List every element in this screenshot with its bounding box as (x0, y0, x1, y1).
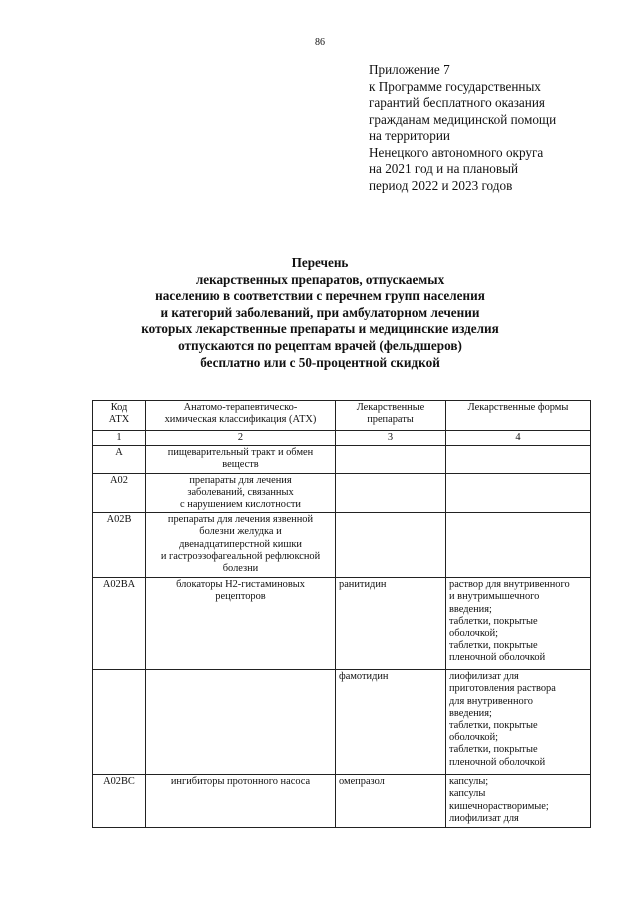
page-number: 86 (315, 37, 325, 48)
classification-line: болезни (222, 563, 259, 575)
form-line: лиофилизат для (449, 812, 519, 824)
form-line: оболочкой; (449, 628, 499, 640)
cell-code (93, 670, 146, 775)
title-line: Перечень (291, 255, 349, 270)
cell-code: A02BC (93, 775, 146, 828)
appendix-line: к Программе государственных (369, 78, 541, 94)
table-row (93, 578, 591, 670)
column-number: 4 (446, 431, 591, 446)
header-drugs (336, 401, 446, 431)
drug-table (92, 400, 591, 828)
classification-line: рецепторов (215, 591, 266, 603)
classification-line: и гастроэзофагеальной рефлюксной (160, 550, 321, 562)
table-row (93, 473, 591, 513)
cell-forms (446, 670, 591, 775)
cell-drug: фамотидин (336, 670, 446, 775)
cell-drug: омепразол (336, 775, 446, 828)
form-line: оболочкой; (449, 732, 499, 744)
cell-forms (446, 473, 591, 513)
table-row (93, 775, 591, 828)
cell-classification (146, 775, 336, 828)
form-line: введения; (449, 603, 492, 615)
form-line: и внутримышечного (449, 591, 540, 603)
classification-line: блокаторы H2-гистаминовых (176, 579, 305, 591)
form-line: таблетки, покрытые (449, 640, 538, 652)
title-line: отпускаются по рецептам врачей (фельдшеров) (178, 337, 462, 353)
header-text: Лекарственные формы (467, 402, 569, 413)
column-number: 1 (93, 431, 146, 446)
document-title (0, 255, 640, 371)
cell-drug: ранитидин (336, 578, 446, 670)
classification-line: ингибиторы протонного насоса (170, 776, 311, 788)
classification-line: препараты для лечения язвенной (167, 514, 314, 526)
title-line: которых лекарственные препараты и медицинские изделия (141, 321, 499, 337)
cell-drug (336, 446, 446, 473)
classification-line: заболеваний, связанных (187, 486, 294, 498)
column-number: 2 (146, 431, 336, 446)
cell-code: A02BA (93, 578, 146, 670)
form-line: таблетки, покрытые (449, 720, 538, 732)
header-classification (146, 401, 336, 431)
cell-code: A02 (93, 473, 146, 513)
cell-drug (336, 513, 446, 578)
appendix-block (369, 62, 629, 194)
title-line: бесплатно или с 50-процентной скидкой (200, 354, 440, 370)
table-row (93, 513, 591, 578)
table-row (93, 446, 591, 473)
title-line: лекарственных препаратов, отпускаемых (195, 271, 445, 287)
cell-forms (446, 513, 591, 578)
header-text: Лекарственные (356, 402, 425, 413)
form-line: для внутривенного (449, 695, 533, 707)
cell-forms (446, 446, 591, 473)
appendix-line: Ненецкого автономного округа (369, 144, 544, 160)
cell-classification (146, 670, 336, 775)
form-line: пленочной оболочкой (449, 756, 546, 768)
classification-line: веществ (222, 459, 259, 471)
header-text: химическая классификация (АТХ) (164, 414, 317, 426)
cell-classification (146, 446, 336, 473)
appendix-line: период 2022 и 2023 годов (369, 177, 513, 193)
form-line: кишечнорастворимые; (449, 800, 549, 812)
header-text: Анатомо-терапевтическо- (183, 402, 298, 413)
form-line: капсулы; (449, 776, 489, 788)
column-number: 3 (336, 431, 446, 446)
header-text: Код (110, 402, 128, 413)
classification-line: двенадцатиперстной кишки (179, 538, 302, 550)
cell-classification (146, 578, 336, 670)
header-forms (446, 401, 591, 431)
form-line: введения; (449, 707, 492, 719)
cell-forms (446, 578, 591, 670)
classification-line: болезни желудка и (199, 526, 282, 538)
form-line: раствор для внутривенного (449, 579, 570, 591)
appendix-line: Приложение 7 (369, 62, 450, 77)
title-line: и категорий заболеваний, при амбулаторном лечении (160, 304, 480, 320)
header-text: АТХ (108, 414, 130, 426)
cell-drug (336, 473, 446, 513)
form-line: приготовления раствора (449, 683, 556, 695)
header-code (93, 401, 146, 431)
cell-code: A02B (93, 513, 146, 578)
classification-line: препараты для лечения (189, 474, 292, 486)
form-line: лиофилизат для (449, 671, 519, 683)
header-text: препараты (367, 414, 414, 426)
form-line: таблетки, покрытые (449, 615, 538, 627)
table-number-row (93, 431, 591, 446)
appendix-line: на территории (369, 128, 450, 143)
form-line: таблетки, покрытые (449, 744, 538, 756)
title-line: населению в соответствии с перечнем групп населения (155, 288, 485, 304)
cell-classification (146, 473, 336, 513)
appendix-line: гарантий бесплатного оказания (369, 95, 545, 110)
classification-line: с нарушением кислотности (180, 499, 301, 511)
table-header-row (93, 401, 591, 431)
form-line: капсулы (449, 788, 486, 800)
table-body (93, 446, 591, 828)
cell-classification (146, 513, 336, 578)
classification-line: пищеварительный тракт и обмен (167, 447, 314, 459)
appendix-line: гражданам медицинской помощи (369, 111, 557, 127)
cell-code: A (93, 446, 146, 473)
form-line: пленочной оболочкой (449, 652, 546, 664)
table-row (93, 670, 591, 775)
cell-forms (446, 775, 591, 828)
appendix-line: на 2021 год и на плановый (369, 161, 519, 176)
